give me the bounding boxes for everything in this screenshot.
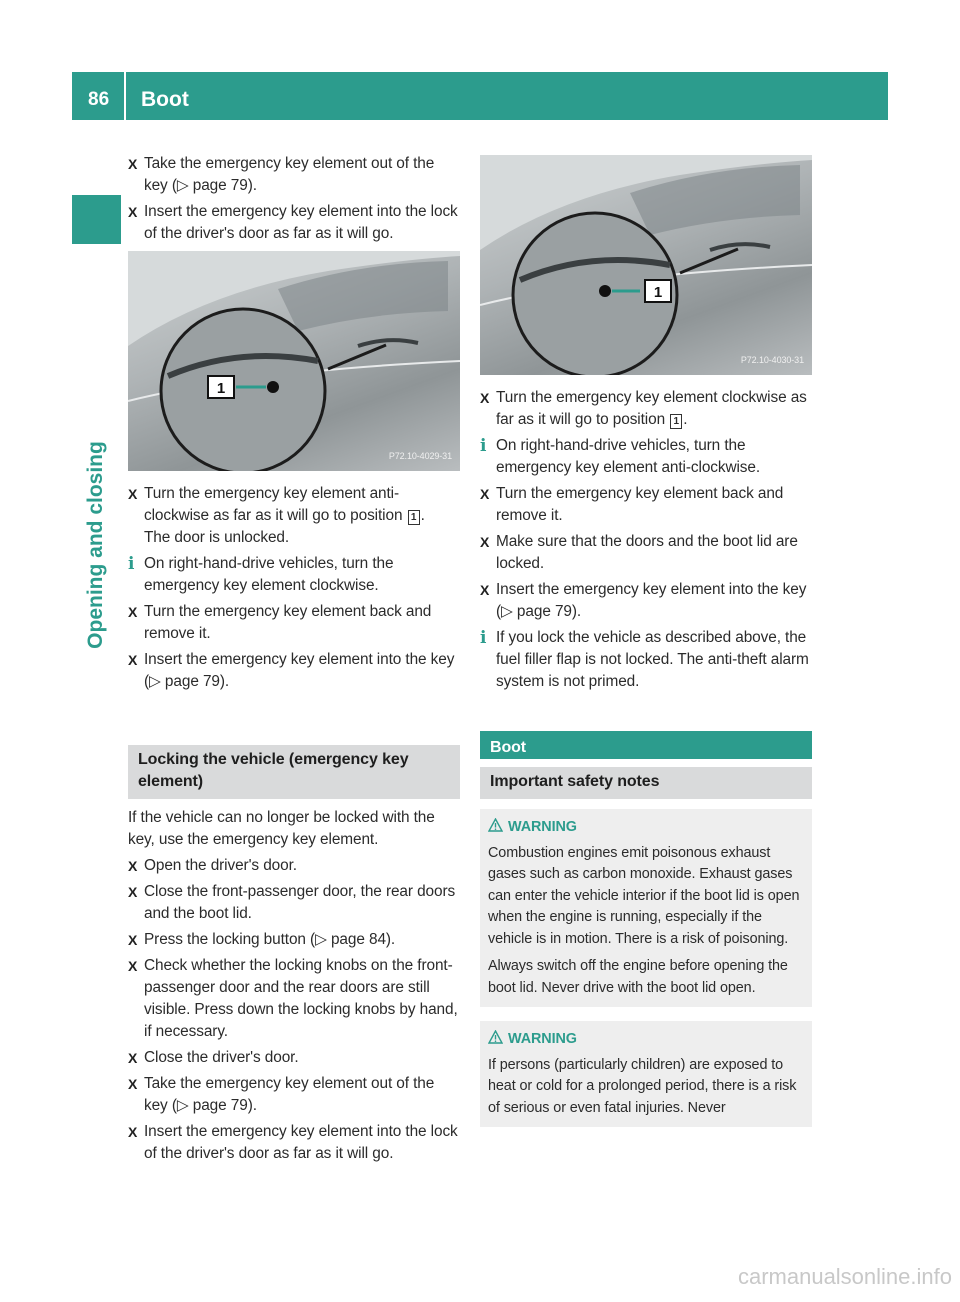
step-arrow-icon: X	[128, 1050, 138, 1066]
figure-code: P72.10-4030-31	[740, 355, 804, 365]
left-column	[128, 153, 460, 1169]
page-header	[72, 72, 888, 120]
step-text: Turn the emergency key element back and remove it.	[496, 485, 784, 524]
warning-box	[480, 809, 812, 1007]
step-arrow-icon: X	[128, 156, 138, 172]
step-text: Press the locking button (▷ page 84).	[144, 931, 396, 948]
list-item	[128, 1047, 460, 1069]
list-item	[128, 929, 460, 951]
info-text: If you lock the vehicle as described above, the fuel filler flap is not locked. The anti-theft alarm system is not primed.	[496, 629, 809, 690]
step-arrow-icon: X	[128, 604, 138, 620]
warning-heading	[488, 1029, 804, 1051]
step-arrow-icon: X	[480, 486, 490, 502]
callout-number: 1	[653, 284, 663, 301]
list-item	[128, 201, 460, 245]
list-item	[128, 601, 460, 645]
info-note	[128, 553, 460, 597]
step-result: The door is unlocked.	[144, 529, 290, 546]
info-icon: i	[480, 436, 487, 456]
step-arrow-icon: X	[480, 534, 490, 550]
step-text: Make sure that the doors and the boot lid are locked.	[496, 533, 798, 572]
sidebar-chapter-label	[72, 262, 121, 649]
warning-triangle-icon	[488, 1030, 503, 1044]
list-item	[480, 531, 812, 575]
door-lock-figure-left	[128, 251, 460, 471]
list-item	[128, 955, 460, 1043]
section-heading: Locking the vehicle (emergency key element)	[128, 745, 460, 799]
warning-box	[480, 1021, 812, 1127]
position-marker: 1	[670, 414, 682, 429]
step-arrow-icon: X	[128, 884, 138, 900]
step-text: Close the front-passenger door, the rear doors and the boot lid.	[144, 883, 456, 922]
info-note	[480, 435, 812, 479]
step-arrow-icon: X	[128, 486, 138, 502]
step-arrow-icon: X	[128, 204, 138, 220]
info-text: On right-hand-drive vehicles, turn the emergency key element anti-clockwise.	[496, 437, 761, 476]
figure-code: P72.10-4029-31	[388, 451, 452, 461]
list-item	[128, 483, 460, 549]
list-item	[480, 387, 812, 431]
warning-label: WARNING	[508, 819, 577, 835]
info-note	[480, 627, 812, 693]
car-door-illustration	[480, 155, 812, 375]
car-door-illustration	[128, 251, 460, 471]
step-text-end: .	[683, 411, 688, 428]
step-arrow-icon: X	[480, 582, 490, 598]
step-text: Turn the emergency key element back and remove it.	[144, 603, 432, 642]
list-item	[128, 855, 460, 877]
step-text-end: .	[420, 507, 425, 524]
step-text: Check whether the locking knobs on the front-passenger door and the rear doors are still visible. Press down the locking knobs by hand, if necessary.	[144, 957, 458, 1040]
section-heading-boot: Boot	[480, 731, 812, 759]
list-item	[480, 483, 812, 527]
right-column	[480, 153, 812, 1127]
watermark: carmanualsonline.info	[737, 1264, 952, 1289]
sidebar-label-text: Opening and closing	[84, 441, 107, 649]
sidebar-tab-marker	[72, 195, 121, 244]
position-marker: 1	[408, 510, 420, 525]
list-item	[128, 1073, 460, 1117]
step-arrow-icon: X	[128, 932, 138, 948]
step-text: Take the emergency key element out of the key (▷ page 79).	[144, 155, 435, 194]
header-divider	[124, 72, 126, 120]
warning-text: If persons (particularly children) are exposed to heat or cold for a prolonged period, there is a risk of serious or even fatal injuries. Never	[488, 1056, 797, 1116]
warning-heading	[488, 817, 804, 839]
step-text: Insert the emergency key element into the key (▷ page 79).	[496, 581, 807, 620]
step-text: Turn the emergency key element clockwise as far as it will go to position	[496, 389, 807, 428]
step-text: Turn the emergency key element anti-clockwise as far as it will go to position	[144, 485, 403, 524]
list-item	[128, 153, 460, 197]
step-arrow-icon: X	[128, 1124, 138, 1140]
step-arrow-icon: X	[128, 652, 138, 668]
list-item	[128, 881, 460, 925]
info-icon: i	[480, 628, 487, 648]
warning-triangle-icon	[488, 818, 503, 832]
step-text: Close the driver's door.	[144, 1049, 299, 1066]
step-text: Insert the emergency key element into the lock of the driver's door as far as it will go.	[144, 203, 458, 242]
section-intro: If the vehicle can no longer be locked with the key, use the emergency key element.	[128, 809, 435, 848]
step-text: Insert the emergency key element into the key (▷ page 79).	[144, 651, 455, 690]
list-item	[128, 1121, 460, 1165]
info-text: On right-hand-drive vehicles, turn the emergency key element clockwise.	[144, 555, 394, 594]
page-number: 86	[88, 89, 110, 110]
chapter-title: Boot	[141, 88, 189, 111]
callout-number: 1	[216, 380, 226, 397]
step-arrow-icon: X	[128, 858, 138, 874]
door-lock-figure-right	[480, 155, 812, 375]
step-arrow-icon: X	[480, 390, 490, 406]
list-item	[128, 649, 460, 693]
list-item	[480, 579, 812, 623]
step-text: Take the emergency key element out of the key (▷ page 79).	[144, 1075, 435, 1114]
warning-label: WARNING	[508, 1031, 577, 1047]
warning-text: Always switch off the engine before opening the boot lid. Never drive with the boot lid open.	[488, 958, 788, 996]
subsection-heading: Important safety notes	[480, 767, 812, 799]
info-icon: i	[128, 554, 135, 574]
step-text: Open the driver's door.	[144, 857, 297, 874]
step-text: Insert the emergency key element into the lock of the driver's door as far as it will go.	[144, 1123, 458, 1162]
step-arrow-icon: X	[128, 1076, 138, 1092]
step-arrow-icon: X	[128, 958, 138, 974]
warning-text: Combustion engines emit poisonous exhaust gases such as carbon monoxide. Exhaust gases can enter the vehicle interior if the boot lid is open when the engine is running, especially if the vehicle is in motion. There is a risk of poisoning.	[488, 844, 800, 947]
